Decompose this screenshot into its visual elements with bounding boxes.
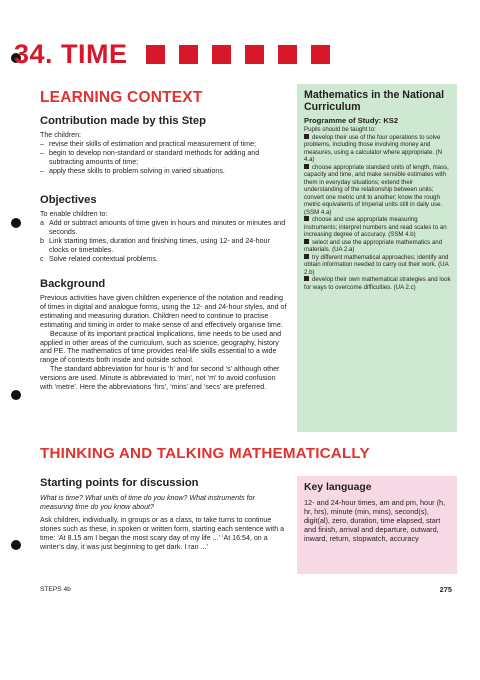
background-paragraph: Because of its important practical implications, time needs to be used and applied in other areas of the curriculum, such as science, geography, history and PE. The mathematics of time provides real-life skills essential to a wide range of contexts both inside and outside school.	[40, 329, 282, 365]
contribution-text	[40, 131, 290, 176]
title-square-6	[311, 45, 330, 64]
objective-item: b Link starting times, duration and finishing times, using 12- and 24-hour clocks or timetables.	[40, 236, 270, 254]
national-curriculum-box	[297, 84, 457, 432]
bullet-square-icon	[304, 276, 309, 281]
title-square-1	[146, 45, 165, 64]
objective-item: a Add or subtract amounts of time given in hours and minutes or minutes and seconds.	[40, 218, 286, 236]
background-paragraph: The standard abbreviation for hour is ‘h’ and for second ‘s’ although other versions are used. Minute is abbreviated to ‘min’, not ‘m’ to avoid confusion with ‘metre’. Here the abbreviations ‘hrs’, ‘mins’ and ‘secs’ are preferred.	[40, 365, 280, 392]
objective-item: c Solve related contextual problems.	[40, 254, 158, 263]
starting-points-body: Ask children, individually, in groups or as a class, to take turns to continue stories such as these, in spoken or written form, starting each sentence with a time: ‘At 8.15 am I began the most scary day of my life ...’ ‘At 16:54, on a winter’s day, it was just beginning to get dark. I ran ...’	[40, 515, 285, 551]
curriculum-item: develop their use of the four operations to solve problems, including those involving money and measures, using a calculator where appropriate. (N 4.a)	[304, 133, 443, 163]
objectives-heading: Objectives	[40, 194, 97, 206]
page-title-row	[14, 40, 330, 68]
contribution-intro: The children:	[40, 131, 82, 139]
binder-hole-middle-lower	[11, 390, 21, 400]
bullet-square-icon	[304, 134, 309, 139]
title-square-2	[179, 45, 198, 64]
thinking-heading: THINKING AND TALKING MATHEMATICALLY	[40, 445, 370, 462]
national-curriculum-text	[304, 126, 451, 291]
binder-hole-middle-upper	[11, 218, 21, 228]
programme-of-study: Programme of Study: KS2	[304, 116, 399, 125]
contribution-item: – revise their skills of estimation and practical measurement of time;	[40, 139, 256, 148]
curriculum-item: choose and use appropriate measuring instruments; interpret numbers and read scales to an increasing degree of accuracy. (SSM 4.b)	[304, 216, 447, 238]
binder-hole-bottom	[11, 540, 21, 550]
bullet-square-icon	[304, 239, 309, 244]
title-square-3	[212, 45, 231, 64]
curriculum-item: select and use the appropriate mathematics and materials. (UA 2.a)	[304, 238, 443, 253]
national-curriculum-title: Mathematics in the National Curriculum	[304, 89, 445, 113]
objectives-text	[40, 210, 290, 263]
background-paragraph: Previous activities have given children experience of the notation and reading of times in digital and analogue forms, using the 12- and 24-hour styles, and of estimating and measuring duration. Children need to continue to practise estimating and timing in order to make sense of and effectively organise time.	[40, 294, 287, 329]
curriculum-item: develop their own mathematical strategies and look for ways to overcome difficulties. (UA 2.c)	[304, 276, 451, 291]
contribution-heading: Contribution made by this Step	[40, 115, 206, 127]
curriculum-item: try different mathematical approaches; identify and obtain information needed to carry out their work. (UA 2.b)	[304, 253, 449, 276]
bullet-square-icon	[304, 164, 309, 169]
title-square-5	[278, 45, 297, 64]
key-language-text: 12- and 24-hour times, am and pm, hour (h, hr, hrs), minute (min, mins), second(s), digit(al), zero, duration, time elapsed, start and finish, arrival and departure, outward, inward, return, stopwatch, accuracy	[304, 498, 446, 543]
page-title: 34. TIME	[14, 39, 128, 69]
starting-points-text	[40, 494, 288, 551]
curriculum-item: choose appropriate standard units of length, mass, capacity and time, and make sensible estimates with them in everyday situations; extend their understanding of the relationship between units; convert one metric unit to another; know the rough metric equivalents of Imperial units still in daily use. (SSM 4.a)	[304, 163, 449, 216]
key-language-box	[297, 476, 457, 574]
starting-points-heading: Starting points for discussion	[40, 477, 199, 489]
background-text	[40, 294, 290, 392]
key-language-title: Key language	[304, 482, 372, 493]
national-curriculum-intro: Pupils should be taught to:	[304, 126, 376, 133]
objectives-intro: To enable children to:	[40, 210, 108, 218]
learning-context-heading: LEARNING CONTEXT	[40, 89, 203, 106]
bullet-square-icon	[304, 216, 309, 221]
footer-step-label: STEPS 4b	[40, 586, 71, 593]
starting-points-question: What is time? What units of time do you know? What instruments for measuring time do you know about?	[40, 494, 255, 511]
contribution-item: – apply these skills to problem solving in varied situations.	[40, 166, 225, 175]
bullet-square-icon	[304, 254, 309, 259]
page-number: 275	[439, 585, 452, 594]
contribution-item: – begin to develop non-standard or standard methods for adding and subtracting amounts of time;	[40, 148, 260, 166]
title-square-4	[245, 45, 264, 64]
background-heading: Background	[40, 278, 106, 290]
